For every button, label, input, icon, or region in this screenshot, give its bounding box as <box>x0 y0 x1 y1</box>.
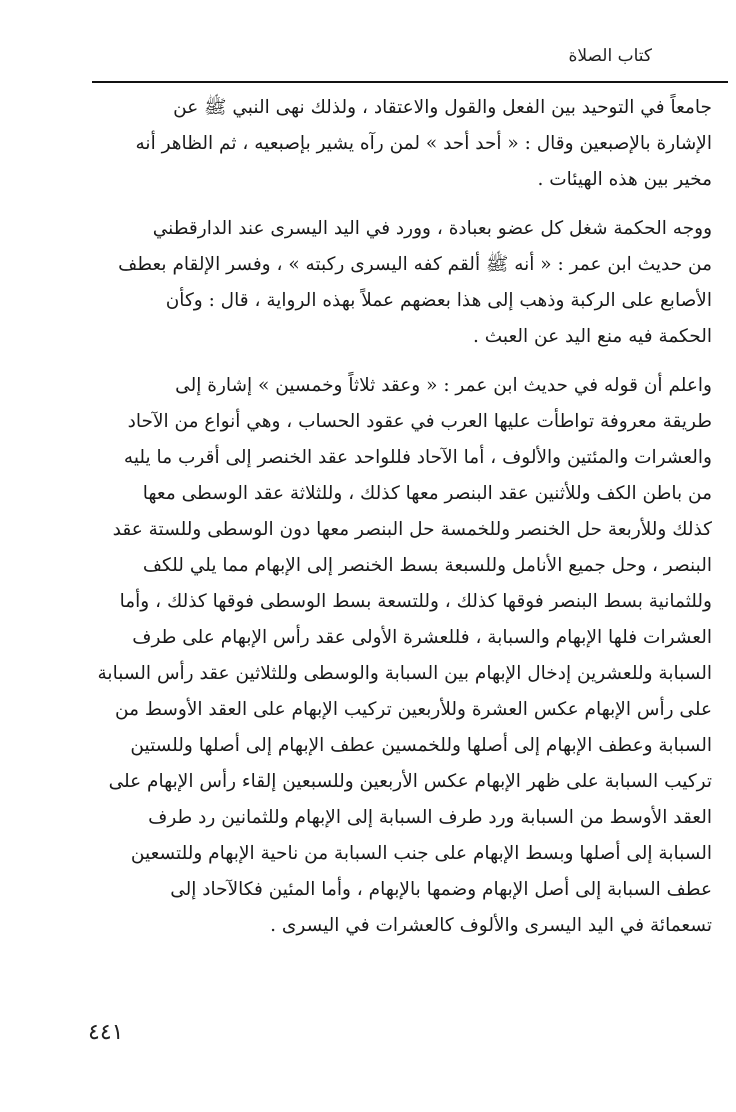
paragraph-2 <box>86 211 712 355</box>
text-line: وللثمانية بسط البنصر فوقها كذلك ، وللتسعة بسط الوسطى فوقها كذلك ، وأما <box>119 591 712 612</box>
text-line: العقد الأوسط من السبابة ورد طرف السبابة إلى الإبهام وللثمانين رد طرف <box>148 807 712 828</box>
text-line: السبابة إلى أصلها وبسط الإبهام على جنب السبابة من ناحية الإبهام وللتسعين <box>130 843 712 864</box>
paragraph-1 <box>86 90 712 198</box>
running-title: كتاب الصلاة <box>568 46 652 66</box>
text-line: السبابة وعطف الإبهام إلى أصلها وللخمسين عطف الإبهام إلى أصلها وللستين <box>130 735 712 756</box>
text-line: على رأس الإبهام عكس العشرة وللأربعين تركيب الإبهام على العقد الأوسط من <box>114 699 712 720</box>
text-line: السبابة وللعشرين إدخال الإبهام بين السبابة والوسطى وللثلاثين عقد رأس السبابة <box>97 663 712 684</box>
text-line: ووجه الحكمة شغل كل عضو بعبادة ، وورد في اليد اليسرى عند الدارقطني <box>152 218 712 239</box>
text-line: كذلك وللأربعة حل الخنصر وللخمسة حل البنصر معها دون الوسطى وللستة عقد <box>112 519 712 540</box>
text-line: عطف السبابة إلى أصل الإبهام وضمها بالإبهام ، وأما المئين فكالآحاد إلى <box>170 879 712 900</box>
text-line: مخير بين هذه الهيئات . <box>537 169 712 190</box>
text-line: الحكمة فيه منع اليد عن العبث . <box>472 326 712 347</box>
text-line: طريقة معروفة تواطأت عليها العرب في عقود الحساب ، وهي أنواع من الآحاد <box>127 411 712 432</box>
header-rule <box>92 81 728 83</box>
text-line: العشرات فلها الإبهام والسبابة ، فللعشرة الأولى عقد رأس الإبهام على طرف <box>132 627 712 648</box>
text-line: من حديث ابن عمر : « أنه ﷺ ألقم كفه اليسرى ركبته » ، وفسر الإلقام بعطف <box>118 254 712 275</box>
text-line: البنصر ، وحل جميع الأنامل وللسبعة بسط الخنصر إلى الإبهام مما يلي للكف <box>142 555 712 576</box>
text-line: جامعاً في التوحيد بين الفعل والقول والاعتقاد ، ولذلك نهى النبي ﷺ عن <box>173 97 712 118</box>
text-line: والعشرات والمئتين والألوف ، أما الآحاد فللواحد عقد الخنصر إلى أقرب ما يليه <box>123 447 712 468</box>
paragraph-3 <box>86 368 712 944</box>
text-line: واعلم أن قوله في حديث ابن عمر : « وعقد ثلاثاً وخمسين » إشارة إلى <box>175 375 712 396</box>
body-text <box>86 90 712 944</box>
text-line: تسعمائة في اليد اليسرى والألوف كالعشرات في اليسرى . <box>270 915 712 936</box>
text-line: تركيب السبابة على ظهر الإبهام عكس الأربعين وللسبعين إلقاء رأس الإبهام على <box>108 771 712 792</box>
text-line: من باطن الكف وللأثنين عقد البنصر معها كذلك ، وللثلاثة عقد الوسطى معها <box>142 483 712 504</box>
page-number: ٤٤١ <box>88 1020 124 1045</box>
text-line: الإشارة بالإصبعين وقال : « أحد أحد » لمن رآه يشير بإصبعيه ، ثم الظاهر أنه <box>135 133 712 154</box>
text-line: الأصابع على الركبة وذهب إلى هذا بعضهم عملاً بهذه الرواية ، قال : وكأن <box>165 290 712 311</box>
